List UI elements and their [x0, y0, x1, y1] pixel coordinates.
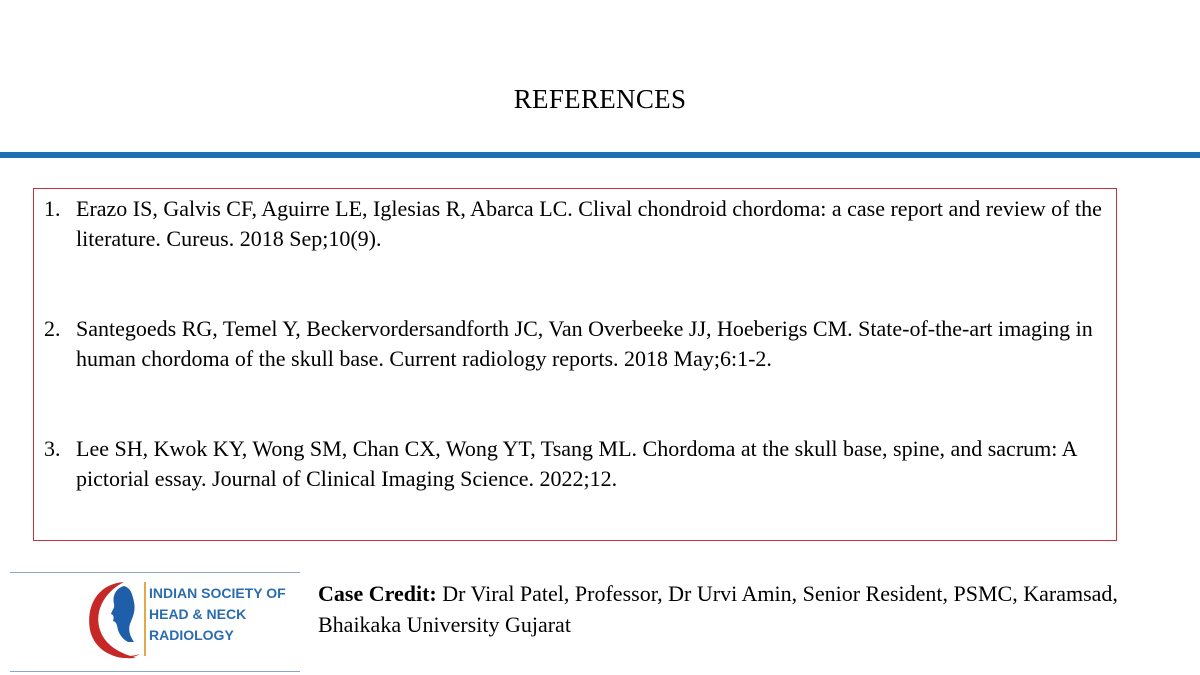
slide-title: REFERENCES: [513, 84, 687, 114]
reference-text: Erazo IS, Galvis CF, Aguirre LE, Iglesias R, Abarca LC. Clival chondroid chordoma: a case report and review of the literature. Cureus. 2018 Sep;10(9).: [76, 196, 1102, 251]
case-credit-text: Dr Viral Patel, Professor, Dr Urvi Amin, Senior Resident, PSMC, Karamsad, Bhaikaka University Gujarat: [318, 581, 1118, 637]
case-credit: [318, 578, 1178, 640]
reference-text: Lee SH, Kwok KY, Wong SM, Chan CX, Wong YT, Tsang ML. Chordoma at the skull base, spine, and sacrum: A pictorial essay. Journal of Clinical Imaging Science. 2022;12.: [76, 436, 1077, 491]
reference-text: Santegoeds RG, Temel Y, Beckervordersandforth JC, Van Overbeeke JJ, Hoeberigs CM. State-of-the-art imaging in human chordoma of the skull base. Current radiology reports. 2018 May;6:1-2.: [76, 316, 1093, 371]
society-logo: [10, 572, 300, 672]
logo-text-line-3: RADIOLOGY: [149, 627, 234, 643]
logo-bottom-line: [10, 671, 300, 672]
logo-text-line-1: INDIAN SOCIETY OF: [149, 585, 286, 601]
references-box: [33, 188, 1117, 541]
logo-text-line-2: HEAD & NECK: [149, 606, 247, 622]
logo-divider: [144, 582, 146, 656]
logo-organization-name: [149, 583, 299, 646]
reference-item-3: [44, 434, 1110, 494]
reference-item-1: [44, 194, 1110, 254]
logo-top-line: [10, 572, 300, 573]
reference-item-2: [44, 314, 1110, 374]
case-credit-label: Case Credit:: [318, 581, 437, 606]
reference-number: 3.: [44, 436, 61, 461]
header-rule: [0, 152, 1200, 158]
reference-number: 1.: [44, 196, 61, 221]
head-neck-silhouette-icon: [84, 578, 146, 662]
reference-number: 2.: [44, 316, 61, 341]
